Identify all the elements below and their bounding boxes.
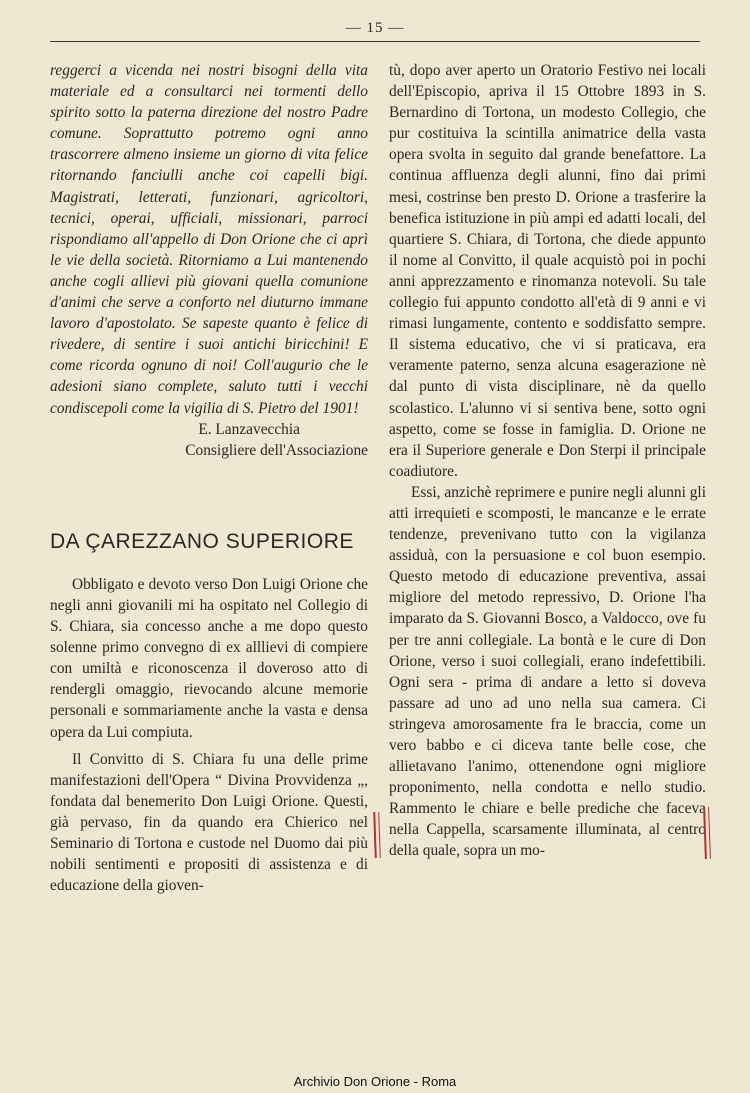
body-paragraph: Essi, anzichè reprimere e punire negli alunni gli atti irrequieti e scomposti, le mancanze e le errate tendenze, prevenivano tutto con la vigilanza assiduà, con la persuasione e col buon esempio. Questo metodo di educazione preventiva, assai migliore del metodo repressivo, D. Orione l'ha imparato da S. Giovanni Bosco, a Valdocco, ove fu per tre anni collegiale. La bontà e le cure di Don Orione, verso i suoi collegiali, erano indefettibili. Ogni sera - prima di andare a letto si doveva passare ad uno ad uno nella sua camera. Ci stringeva amorosamente fra le braccia, come un vero babbo e ci diceva tante belle cose, che allietavano l'animo, ottenendone ogni migliore proponimento, nella condotta e nello studio. Rammento le chiare e belle prediche che faceva nella Cappella, scarsamente illuminata, al centro della quale, sopra un mo- xyxy=(389,483,706,860)
signature-role: Consigliere dell'Associazione xyxy=(185,441,368,459)
left-column xyxy=(50,60,368,896)
signature-name: E. Lanzavecchia xyxy=(198,420,300,438)
body-paragraph: Obbligato e devoto verso Don Luigi Orione che negli anni giovanili mi ha ospitato nel Collegio di S. Chiara, sia concesso anche a me dopo questo solenne primo convegno di ex alllievi di compiere con umiltà e riconoscenza il doveroso atto di rendergli omaggio, rievocando alcune memorie personali e sommariamente anche la vasta e densa opera da Lui compiuta. xyxy=(50,575,368,741)
section-heading: DA ÇAREZZANO SUPERIORE xyxy=(50,529,354,553)
header-rule xyxy=(50,41,700,42)
page-number: — 15 — xyxy=(345,20,405,36)
body-paragraph: Il Convitto di S. Chiara fu una delle prime manifestazioni dell'Opera “ Divina Provvidenza „, fondata dal benemerito Don Luigi Orione. Questi, già pervaso, fin da quando era Chierico nel Seminario di Tortona e custode nel Duomo dai più nobili sentimenti e propositi di assistenza e di educazione della gioven- xyxy=(50,750,368,895)
margin-mark-right xyxy=(703,807,711,859)
right-column xyxy=(389,60,706,862)
body-paragraph: tù, dopo aver aperto un Oratorio Festivo nei locali dell'Episcopio, apriva il 15 Ottobre 1893 in S. Bernardino di Tortona, un modesto Collegio, che pur costituiva la scintilla animatrice della vasta opera svolta in seguito dal grande benefattore. La continua affluenza degli alunni, fino dai primi mesi, costrinse ben presto D. Orione a trasferire la benefica istituzione in più ampi ed adatti locali, del quartiere S. Chiara, di Tortona, che diede appunto il nome al Convitto, il quale acquistò poi in pochi anni apprezzamento e rinomanza notevoli. Su tale collegio fui appunto condotto all'età di 9 anni e vi rimasi lungamente, contento e soddisfatto sempre. Il sistema educativo, che vi si praticava, era veramente paterno, senza alcuna esagerazione nè dal punto di vista disciplinare, nè da quello scolastico. L'alunno vi si sentiva bene, sotto ogni aspetto, come se fosse in famiglia. D. Orione ne era il Superiore generale e Don Sterpi il principale coadiutore. xyxy=(389,62,706,480)
archive-footer: Archivio Don Orione - Roma xyxy=(293,1074,457,1089)
intro-italic-paragraph: reggerci a vicenda nei nostri bisogni della vita materiale ed a consultarci nei tormenti dello spirito sotto la paterna direzione del nostro Padre comune. Soprattutto potremo ogni anno trascorrere almeno insieme un giorno di vita felice ritornando fanciulli anche coi capelli bigi. Magistrati, letterati, funzionari, agricoltori, tecnici, operai, ufficiali, missionari, parroci rispondiamo all'appello di Don Orione che ci aprì le vie della società. Ritorniamo a Lui mantenendo anche cogli allievi più giovani quella comunione d'animi che serve a conforto nel diuturno immane lavoro d'apostolato. Se sapeste quanto è felice di rivedere, di sentire i suoi antichi biricchini! E come ricorda ognuno di noi! Coll'augurio che le adesioni siano complete, saluto tutti i vecchi condiscepoli come la vigilia di S. Pietro del 1901! xyxy=(50,62,368,417)
margin-mark-left xyxy=(373,812,381,858)
